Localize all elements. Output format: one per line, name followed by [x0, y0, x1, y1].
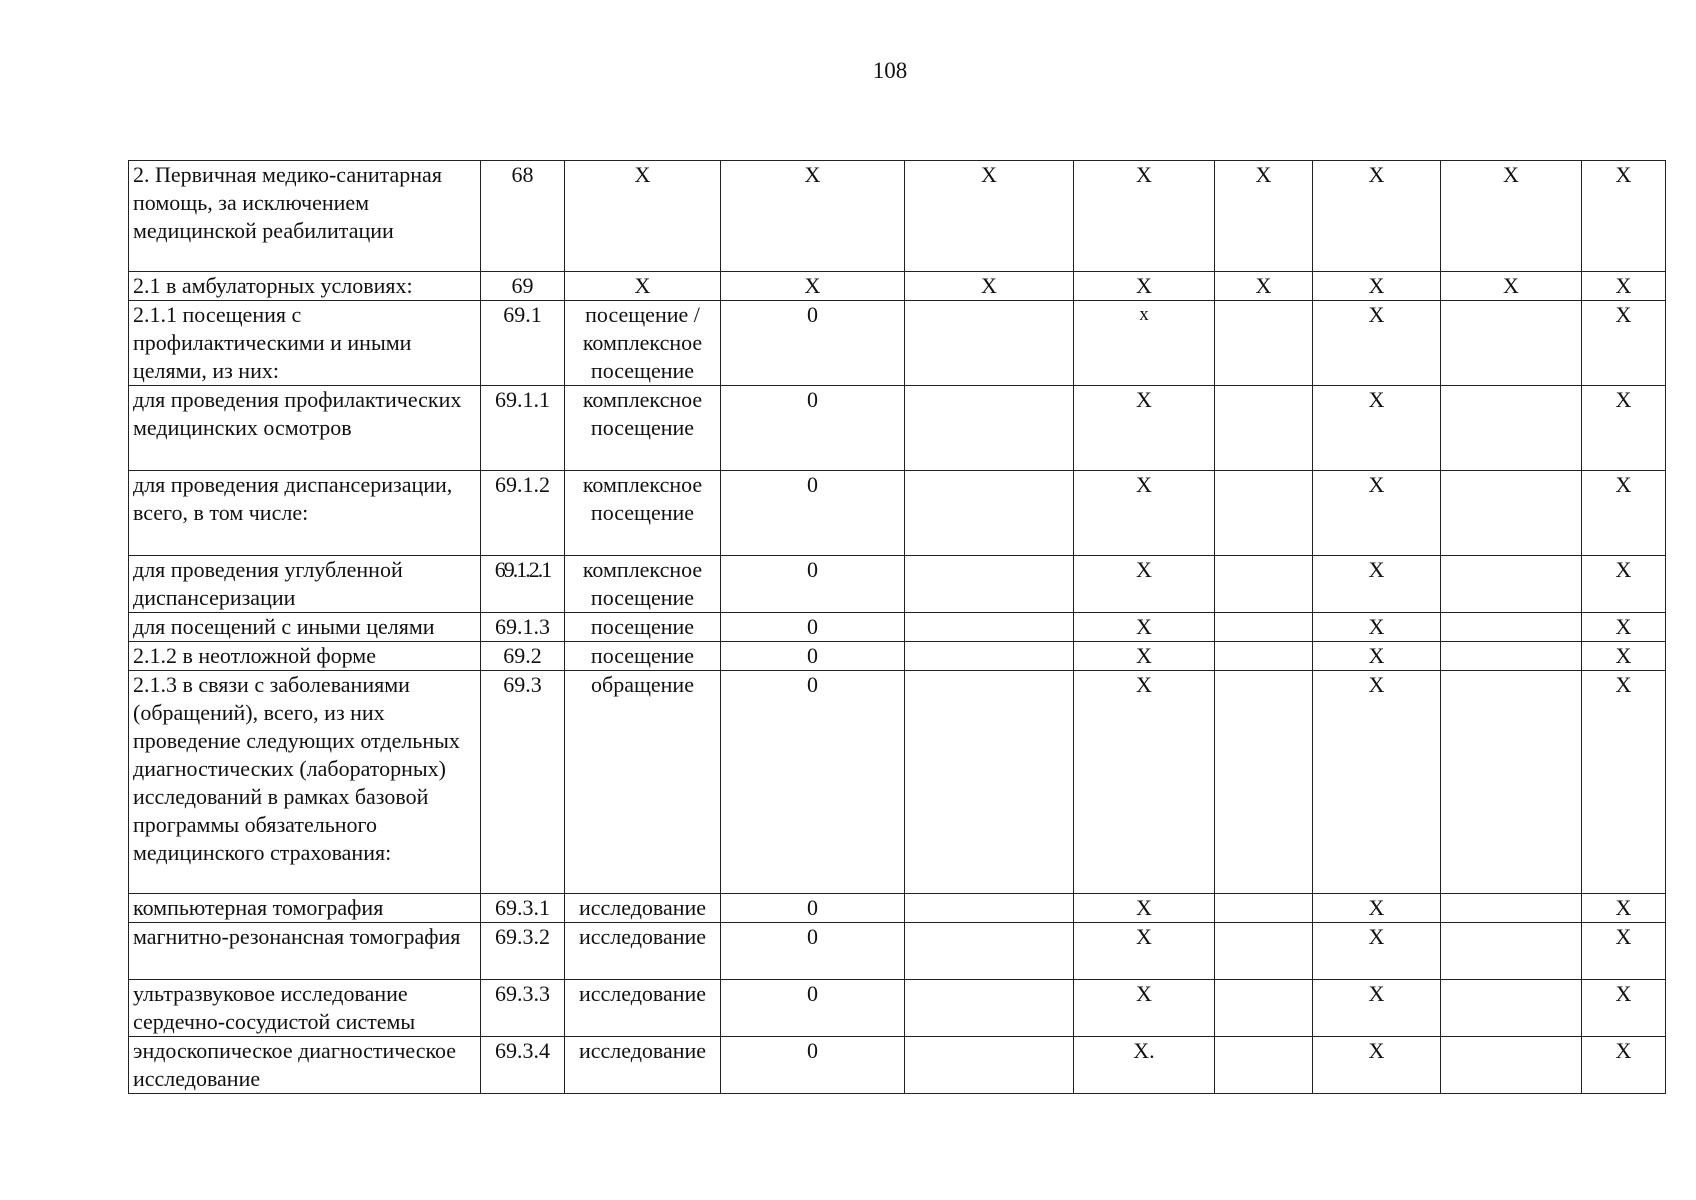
- cell-c6: [1441, 613, 1582, 642]
- cell-c3: Х: [1074, 161, 1215, 272]
- cell-c5: Х: [1313, 1037, 1441, 1094]
- cell-c4: [1215, 556, 1313, 613]
- table-row: [129, 642, 1666, 671]
- cell-name: 2.1.3 в связи с заболеваниями (обращений), всего, из них проведение следующих отдельных диагностических (лабораторных) исследований в рамках базовой программы обязательного медицинского страхования:: [129, 671, 481, 894]
- cell-c4: [1215, 301, 1313, 386]
- cell-c5: Х: [1313, 272, 1441, 301]
- cell-name: для проведения углубленной диспансеризации: [129, 556, 481, 613]
- table-row: [129, 671, 1666, 894]
- cell-c4: Х: [1215, 161, 1313, 272]
- cell-name: эндоскопическое диагностическое исследование: [129, 1037, 481, 1094]
- cell-c6: [1441, 923, 1582, 980]
- cell-code: 68: [481, 161, 565, 272]
- cell-c1: 0: [721, 301, 905, 386]
- cell-c6: [1441, 671, 1582, 894]
- cell-c5: Х: [1313, 471, 1441, 556]
- cell-unit: исследование: [565, 1037, 721, 1094]
- cell-c5: Х: [1313, 386, 1441, 471]
- cell-c1: 0: [721, 471, 905, 556]
- cell-c5: Х: [1313, 161, 1441, 272]
- table-row: [129, 894, 1666, 923]
- table-row: [129, 923, 1666, 980]
- cell-c2: Х: [905, 161, 1074, 272]
- cell-c1: 0: [721, 613, 905, 642]
- cell-c6: [1441, 556, 1582, 613]
- cell-unit: обращение: [565, 671, 721, 894]
- cell-unit: комплексное посещение: [565, 386, 721, 471]
- cell-c7: Х: [1582, 980, 1666, 1037]
- cell-code: 69.1.3: [481, 613, 565, 642]
- cell-c4: [1215, 471, 1313, 556]
- cell-unit: исследование: [565, 980, 721, 1037]
- cell-c1: 0: [721, 894, 905, 923]
- cell-code: 69.3.1: [481, 894, 565, 923]
- cell-c3: Х: [1074, 671, 1215, 894]
- cell-name: компьютерная томография: [129, 894, 481, 923]
- cell-c3: Х: [1074, 642, 1215, 671]
- cell-code: 69.3.2: [481, 923, 565, 980]
- cell-c4: [1215, 923, 1313, 980]
- cell-name: ультразвуковое исследование сердечно-сосудистой системы: [129, 980, 481, 1037]
- cell-name: для посещений с иными целями: [129, 613, 481, 642]
- cell-c1: 0: [721, 980, 905, 1037]
- cell-c5: Х: [1313, 613, 1441, 642]
- cell-c5: Х: [1313, 894, 1441, 923]
- cell-name: 2. Первичная медико-санитарная помощь, за исключением медицинской реабилитации: [129, 161, 481, 272]
- table-row: [129, 471, 1666, 556]
- cell-name: магнитно-резонансная томография: [129, 923, 481, 980]
- cell-name: 2.1.1 посещения с профилактическими и иными целями, из них:: [129, 301, 481, 386]
- cell-c2: [905, 556, 1074, 613]
- cell-name: для проведения профилактических медицинских осмотров: [129, 386, 481, 471]
- cell-unit: Х: [565, 272, 721, 301]
- cell-c2: [905, 471, 1074, 556]
- cell-unit: посещение: [565, 642, 721, 671]
- cell-c4: [1215, 671, 1313, 894]
- cell-c5: Х: [1313, 980, 1441, 1037]
- cell-c3: Х: [1074, 386, 1215, 471]
- cell-c6: [1441, 642, 1582, 671]
- cell-code: 69.1.1: [481, 386, 565, 471]
- cell-code: 69.2: [481, 642, 565, 671]
- cell-unit: Х: [565, 161, 721, 272]
- cell-code: 69.1.2.1: [481, 556, 565, 613]
- cell-c7: Х: [1582, 272, 1666, 301]
- cell-c3: Х: [1074, 272, 1215, 301]
- cell-name: для проведения диспансеризации, всего, в том числе:: [129, 471, 481, 556]
- cell-c1: 0: [721, 556, 905, 613]
- cell-c3: Х: [1074, 894, 1215, 923]
- cell-c6: [1441, 301, 1582, 386]
- data-table: [128, 160, 1666, 1094]
- cell-c6: [1441, 386, 1582, 471]
- cell-c1: 0: [721, 386, 905, 471]
- cell-name: 2.1 в амбулаторных условиях:: [129, 272, 481, 301]
- cell-c7: Х: [1582, 161, 1666, 272]
- cell-c4: [1215, 613, 1313, 642]
- cell-c5: Х: [1313, 671, 1441, 894]
- cell-c7: Х: [1582, 556, 1666, 613]
- cell-c4: [1215, 642, 1313, 671]
- table-row: [129, 556, 1666, 613]
- cell-c6: Х: [1441, 161, 1582, 272]
- cell-unit: исследование: [565, 894, 721, 923]
- cell-code: 69.3: [481, 671, 565, 894]
- cell-code: 69.1.2: [481, 471, 565, 556]
- cell-c7: Х: [1582, 301, 1666, 386]
- cell-c6: [1441, 1037, 1582, 1094]
- cell-c3: Х: [1074, 613, 1215, 642]
- cell-unit: комплексное посещение: [565, 471, 721, 556]
- cell-c3: х: [1074, 301, 1215, 386]
- cell-c2: [905, 894, 1074, 923]
- cell-c5: Х: [1313, 923, 1441, 980]
- table-row: [129, 386, 1666, 471]
- cell-c3: Х: [1074, 923, 1215, 980]
- cell-name: 2.1.2 в неотложной форме: [129, 642, 481, 671]
- cell-c1: 0: [721, 642, 905, 671]
- cell-c7: Х: [1582, 894, 1666, 923]
- cell-c2: [905, 1037, 1074, 1094]
- cell-c4: Х: [1215, 272, 1313, 301]
- cell-c4: [1215, 980, 1313, 1037]
- cell-c7: Х: [1582, 613, 1666, 642]
- cell-c2: [905, 301, 1074, 386]
- cell-unit: посещение: [565, 613, 721, 642]
- cell-unit: исследование: [565, 923, 721, 980]
- cell-c3: Х: [1074, 556, 1215, 613]
- cell-c1: 0: [721, 923, 905, 980]
- page-number: 108: [872, 58, 908, 83]
- cell-c7: Х: [1582, 1037, 1666, 1094]
- cell-c1: Х: [721, 161, 905, 272]
- cell-c5: Х: [1313, 642, 1441, 671]
- cell-c6: [1441, 980, 1582, 1037]
- cell-c3: Х.: [1074, 1037, 1215, 1094]
- cell-c3: Х: [1074, 471, 1215, 556]
- cell-c7: Х: [1582, 671, 1666, 894]
- cell-c7: Х: [1582, 386, 1666, 471]
- cell-code: 69: [481, 272, 565, 301]
- cell-c7: Х: [1582, 471, 1666, 556]
- cell-c2: [905, 980, 1074, 1037]
- table-row: [129, 613, 1666, 642]
- cell-c5: Х: [1313, 301, 1441, 386]
- cell-c2: [905, 642, 1074, 671]
- table-row: [129, 301, 1666, 386]
- cell-c7: Х: [1582, 923, 1666, 980]
- cell-c2: [905, 923, 1074, 980]
- table-row: [129, 161, 1666, 272]
- table-row: [129, 272, 1666, 301]
- cell-c5: Х: [1313, 556, 1441, 613]
- cell-code: 69.3.4: [481, 1037, 565, 1094]
- cell-unit: посещение / комплексное посещение: [565, 301, 721, 386]
- cell-c6: [1441, 471, 1582, 556]
- cell-c4: [1215, 386, 1313, 471]
- cell-c7: Х: [1582, 642, 1666, 671]
- cell-code: 69.1: [481, 301, 565, 386]
- cell-code: 69.3.3: [481, 980, 565, 1037]
- cell-c1: 0: [721, 1037, 905, 1094]
- table-row: [129, 980, 1666, 1037]
- cell-c6: Х: [1441, 272, 1582, 301]
- cell-c1: Х: [721, 272, 905, 301]
- cell-unit: комплексное посещение: [565, 556, 721, 613]
- cell-c6: [1441, 894, 1582, 923]
- table-row: [129, 1037, 1666, 1094]
- cell-c2: [905, 671, 1074, 894]
- cell-c4: [1215, 894, 1313, 923]
- cell-c2: [905, 613, 1074, 642]
- cell-c4: [1215, 1037, 1313, 1094]
- cell-c3: Х: [1074, 980, 1215, 1037]
- cell-c1: 0: [721, 671, 905, 894]
- cell-c2: [905, 386, 1074, 471]
- cell-c2: Х: [905, 272, 1074, 301]
